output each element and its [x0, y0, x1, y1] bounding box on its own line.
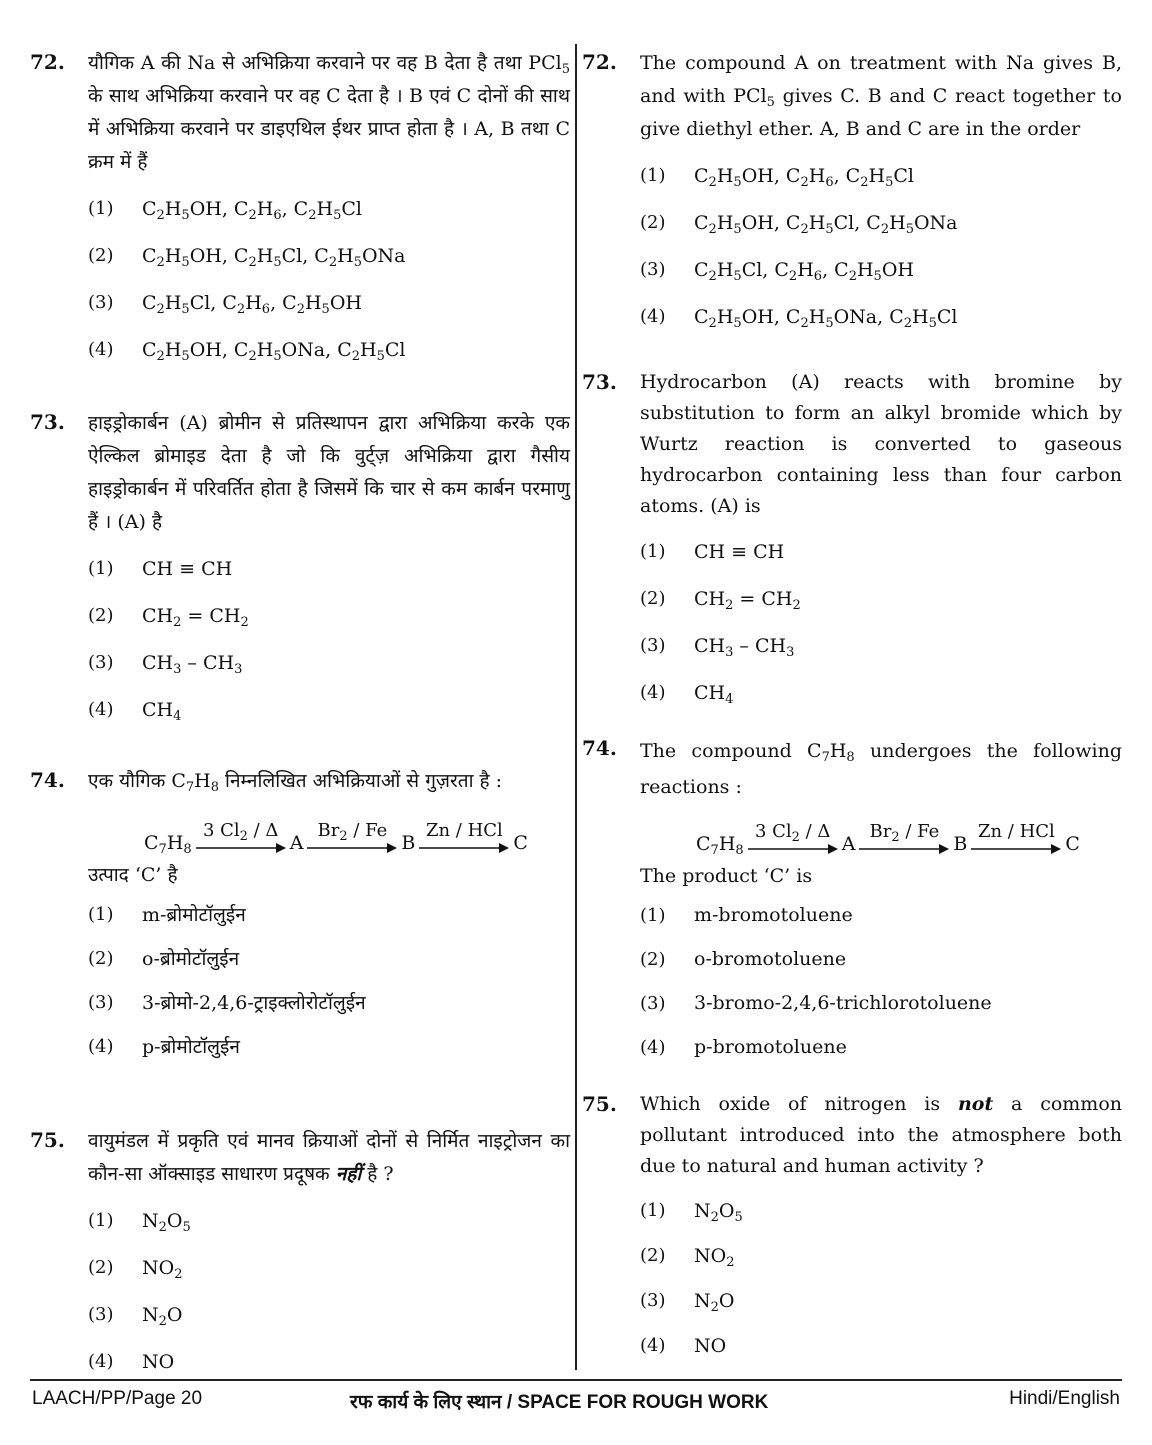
option: (2) $CH_2 = CH_2$ — [88, 604, 249, 630]
reaction-arrow: Zn / HCl — [971, 821, 1061, 855]
question-text: The compound A on treatment with Na gives B, and with PCl$_5$ gives C. B and C react together to give diethyl ether. A, B and C are in the order — [640, 52, 1122, 140]
question-text-after: उत्पाद ‘C’ है — [88, 864, 178, 886]
option: (3) 3-bromo-2,4,6-trichlorotoluene — [640, 992, 992, 1014]
option: (1) m-bromotoluene — [640, 904, 853, 926]
question-74-hindi — [30, 760, 570, 1120]
options-list — [88, 185, 570, 373]
arrow-right-icon — [748, 843, 838, 855]
question-number: 74. — [582, 736, 617, 760]
reaction-scheme — [144, 798, 570, 857]
rough-work-label: रफ कार्य के लिए स्थान / SPACE FOR ROUGH WORK — [350, 1392, 769, 1413]
question-text: Hydrocarbon (A) reacts with bromine by substitution to form an alkyl bromide which by Wurtz reaction is converted to gaseous hydrocarbon containing less than four carbon atoms. (A) is — [640, 371, 1122, 517]
question-text: यौगिक A की Na से अभिक्रिया करवाने पर वह B देता है तथा PCl$_5$ के साथ अभिक्रिया करवाने पर वह C देता है । B एवं C दोनों की साथ में अभिक्रिया करवाने पर डाइएथिल ईथर प्राप्त होता है । A, B तथा C क्रम में हैं — [88, 52, 570, 173]
option: (3) $N_2O$ — [88, 1303, 183, 1329]
option: (3) $N_2O$ — [640, 1289, 735, 1315]
option: (3) $CH_3 - CH_3$ — [88, 651, 243, 677]
reaction-arrow: 3 $Cl_2$ / Δ — [196, 820, 286, 854]
options-list — [640, 528, 1122, 716]
option: (1) CH ≡ CH — [640, 540, 785, 563]
question-number: 75. — [30, 1128, 65, 1152]
question-number: 72. — [30, 50, 65, 74]
option: (1) CH ≡ CH — [88, 557, 233, 580]
options-list — [640, 1188, 1122, 1368]
reactant: $C_7H_8$ — [144, 832, 192, 857]
question-73-english — [582, 362, 1122, 728]
reaction-arrow: Zn / HCl — [419, 820, 509, 854]
option: (2) $CH_2 = CH_2$ — [640, 587, 801, 613]
option: (3) 3-ब्रोमो-2,4,6-ट्राइक्लोरोटॉलुईन — [88, 991, 366, 1014]
option: (4) $C_2H_5OH$, $C_2H_5ONa$, $C_2H_5Cl$ — [640, 305, 958, 331]
question-75-hindi — [30, 1120, 570, 1385]
option: (2) $C_2H_5OH$, $C_2H_5Cl$, $C_2H_5ONa$ — [640, 211, 958, 237]
footer-rule — [30, 1379, 1122, 1381]
question-73-hindi — [30, 402, 570, 760]
hindi-column — [30, 42, 570, 1385]
option: (2) $C_2H_5OH$, $C_2H_5Cl$, $C_2H_5ONa$ — [88, 244, 406, 270]
language-label: Hindi/English — [1009, 1388, 1120, 1409]
question-75-english — [582, 1084, 1122, 1368]
arrow-right-icon — [971, 843, 1061, 855]
reactant: $C_7H_8$ — [696, 833, 744, 858]
question-number: 74. — [30, 768, 65, 792]
option: (4) $CH_4$ — [640, 681, 734, 707]
reaction-arrow: 3 $Cl_2$ / Δ — [748, 821, 838, 855]
option: (1) $C_2H_5OH$, $C_2H_6$, $C_2H_5Cl$ — [640, 164, 914, 190]
option: (4) NO — [640, 1334, 727, 1357]
option: (2) o-ब्रोमोटॉलुईन — [88, 947, 240, 970]
option: (4) NO — [88, 1350, 175, 1373]
question-72-hindi — [30, 42, 570, 402]
option: (3) $C_2H_5Cl$, $C_2H_6$, $C_2H_5OH$ — [640, 258, 914, 284]
product-c: C — [1065, 833, 1080, 855]
options-list — [640, 893, 1122, 1069]
options-list — [88, 892, 570, 1068]
options-list — [88, 1197, 570, 1385]
column-divider — [575, 44, 577, 1370]
question-74-english — [582, 728, 1122, 1084]
question-text: The compound $C_7H_8$ undergoes the following reactions : — [640, 740, 1122, 798]
page-code: LAACH/PP/Page 20 — [32, 1388, 203, 1409]
option: (4) $CH_4$ — [88, 698, 182, 724]
arrow-right-icon — [196, 842, 286, 854]
option: (1) $N_2O_5$ — [88, 1209, 191, 1235]
question-text: वायुमंडल में प्रकृति एवं मानव क्रियाओं दोनों से निर्मित नाइट्रोजन का कौन-सा ऑक्साइड साधारण प्रदूषक नहीं है ? — [88, 1130, 570, 1185]
reaction-arrow: $Br_2$ / Fe — [859, 821, 949, 855]
reaction-arrow: $Br_2$ / Fe — [307, 820, 397, 854]
question-text: Which oxide of nitrogen is not a common pollutant introduced into the atmosphere both due to natural and human activity ? — [640, 1093, 1123, 1177]
option: (3) $CH_3 - CH_3$ — [640, 634, 795, 660]
option: (1) m-ब्रोमोटॉलुईन — [88, 903, 246, 926]
question-text: एक यौगिक $C_7H_8$ निम्नलिखित अभिक्रियाओं से गुज़रता है : — [88, 770, 503, 795]
options-list — [88, 545, 570, 733]
product-b: B — [401, 832, 416, 854]
product-c: C — [513, 832, 528, 854]
question-number: 75. — [582, 1092, 617, 1116]
option: (2) o-bromotoluene — [640, 948, 847, 970]
option: (2) $NO_2$ — [88, 1256, 183, 1282]
arrow-right-icon — [859, 843, 949, 855]
option: (1) $C_2H_5OH$, $C_2H_6$, $C_2H_5Cl$ — [88, 197, 362, 223]
reaction-scheme — [696, 805, 1122, 858]
english-column — [582, 42, 1122, 1368]
question-number: 72. — [582, 50, 617, 74]
question-text: हाइड्रोकार्बन (A) ब्रोमीन से प्रतिस्थापन द्वारा अभिक्रिया करके एक ऐल्किल ब्रोमाइड देता है जो कि वुर्ट्ज़ अभिक्रिया द्वारा गैसीय हाइड्रोकार्बन में परिवर्तित होता है जिसमें कि चार से कम कार्बन परमाणु हैं । (A) है — [88, 412, 570, 533]
options-list — [640, 152, 1122, 340]
option: (4) $C_2H_5OH$, $C_2H_5ONa$, $C_2H_5Cl$ — [88, 338, 406, 364]
question-number: 73. — [30, 410, 65, 434]
product-a: A — [289, 832, 304, 854]
arrow-right-icon — [307, 842, 397, 854]
question-text-after: The product ‘C’ is — [640, 865, 813, 887]
question-72-english — [582, 42, 1122, 362]
option: (3) $C_2H_5Cl$, $C_2H_6$, $C_2H_5OH$ — [88, 291, 362, 317]
option: (2) $NO_2$ — [640, 1244, 735, 1270]
product-a: A — [841, 833, 856, 855]
option: (4) p-ब्रोमोटॉलुईन — [88, 1035, 240, 1058]
option: (1) $N_2O_5$ — [640, 1199, 743, 1225]
arrow-right-icon — [419, 842, 509, 854]
question-number: 73. — [582, 370, 617, 394]
option: (4) p-bromotoluene — [640, 1036, 847, 1058]
product-b: B — [953, 833, 968, 855]
